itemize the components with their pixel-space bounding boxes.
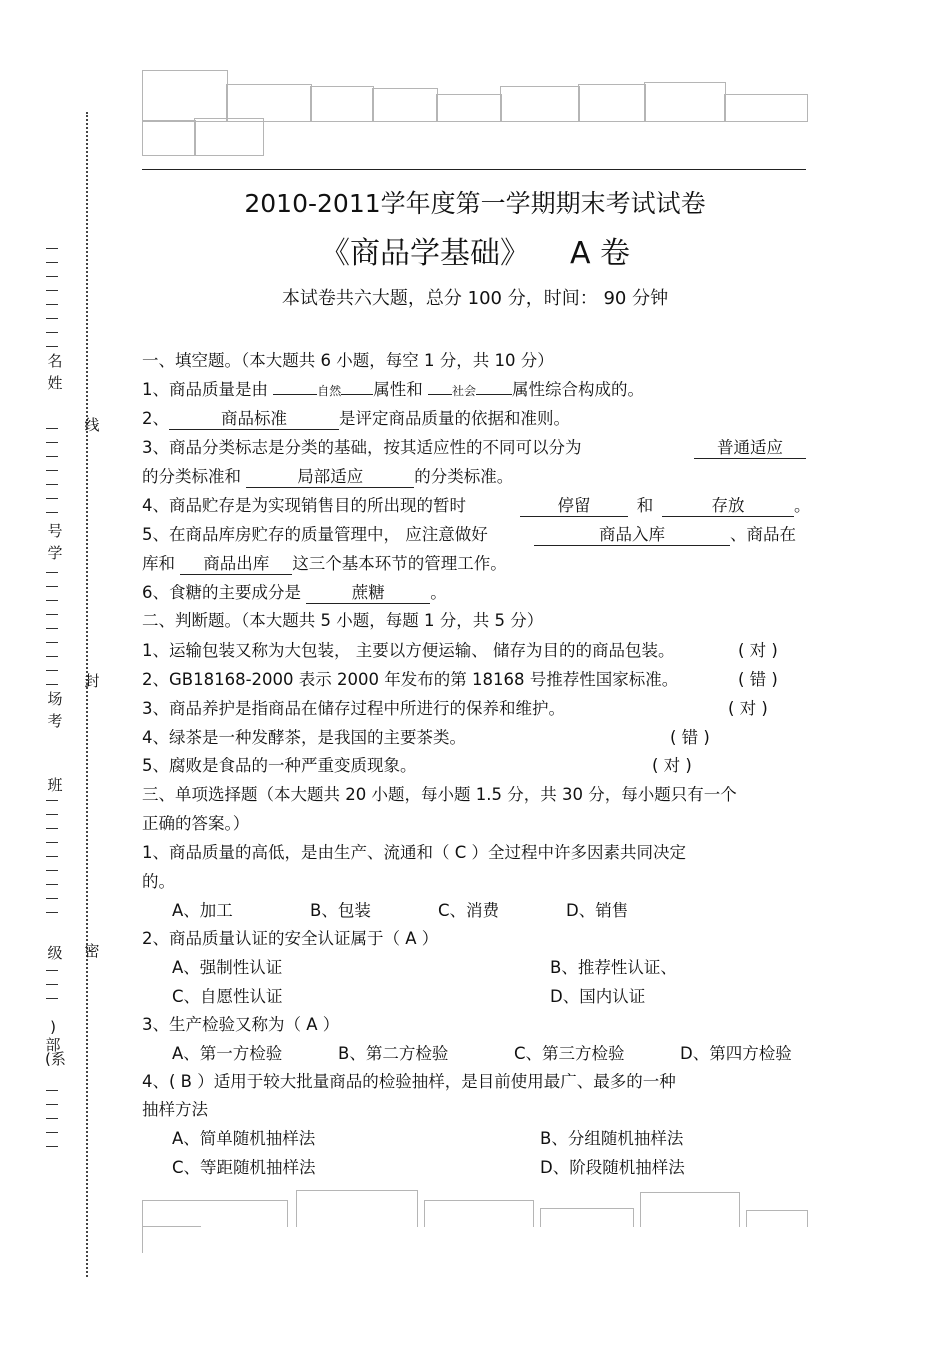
choice-q1-option-d: D、销售 xyxy=(566,901,629,920)
header-rule xyxy=(142,169,806,170)
judge-q3: 3、商品养护是指商品在储存过程中所进行的保养和维护。 xyxy=(142,699,565,718)
field-id-b: 学 xyxy=(47,544,63,562)
field-class: 班 xyxy=(47,776,63,794)
choice-q4-option-d: D、阶段随机抽样法 xyxy=(540,1158,685,1177)
section3-heading: 三、单项选择题（本大题共 20 小题，每小题 1.5 分，共 30 分，每小题只有一个 xyxy=(142,785,737,804)
answer-blank[interactable]: 普通适应 xyxy=(694,438,806,459)
fill-q4: 4、商品贮存是为实现销售目的所出现的暂时 xyxy=(142,496,466,515)
exam-title: 2010-2011学年度第一学期期末考试试卷 xyxy=(244,189,706,218)
fill-q2: 2、 商品标准 是评定商品质量的依据和准则。 xyxy=(142,409,570,428)
field-grade: 级 xyxy=(47,944,63,962)
field-dept-a: )部 xyxy=(45,1018,61,1054)
field-name-b: 姓 xyxy=(47,374,63,392)
fill-q5: 5、在商品库房贮存的质量管理中， 应注意做好 xyxy=(142,525,488,544)
choice-q1: 1、商品质量的高低，是由生产、流通和（ C ）全过程中许多因素共同决定 xyxy=(142,843,687,862)
choice-q2-option-a: A、强制性认证 xyxy=(172,958,283,977)
choice-q4-option-c: C、等距随机抽样法 xyxy=(172,1158,316,1177)
course-name: 《商品学基础》 xyxy=(319,236,530,271)
fill-q6: 6、食糖的主要成分是 蔗糖 。 xyxy=(142,583,447,602)
choice-q3-option-c: C、第三方检验 xyxy=(514,1044,625,1063)
answer-blank[interactable]: 局部适应 xyxy=(246,467,414,488)
choice-q2: 2、商品质量认证的安全认证属于（ A ） xyxy=(142,929,439,948)
choice-q4-option-a: A、简单随机抽样法 xyxy=(172,1129,316,1148)
choice-q1-option-a: A、加工 xyxy=(172,901,233,920)
judge-a2: ( 错 ) xyxy=(738,670,778,689)
seal-word-line: 线 xyxy=(84,416,100,434)
section2-heading: 二、判断题。（本大题共 5 小题，每题 1 分，共 5 分） xyxy=(142,611,544,630)
seal-word-secret: 密 xyxy=(84,942,100,960)
choice-q3: 3、生产检验又称为（ A ） xyxy=(142,1015,340,1034)
choice-q1-cont: 的。 xyxy=(142,872,175,891)
binding-dotted-line xyxy=(86,112,88,1277)
fill-q3-cont: 的分类标准和 局部适应 的分类标准。 xyxy=(142,467,514,486)
choice-q4: 4、( B ）适用于较大批量商品的检验抽样，是目前使用最广、最多的一种 xyxy=(142,1072,676,1091)
judge-a3: ( 对 ) xyxy=(728,699,768,718)
answer-blank[interactable]: 存放 xyxy=(662,496,794,517)
answer-blank[interactable]: 商品出库 xyxy=(180,554,292,575)
choice-q3-option-a: A、第一方检验 xyxy=(172,1044,283,1063)
choice-q1-option-b: B、包装 xyxy=(310,901,371,920)
judge-a4: ( 错 ) xyxy=(670,728,710,747)
judge-q1: 1、运输包装又称为大包装， 主要以方便运输、 储存为目的的商品包装。 xyxy=(142,641,675,660)
judge-q4: 4、绿茶是一种发酵茶，是我国的主要茶类。 xyxy=(142,728,466,747)
answer-blank[interactable]: 停留 xyxy=(520,496,628,517)
field-name-a: 名 xyxy=(47,352,63,370)
section3-heading-cont: 正确的答案。） xyxy=(142,814,250,833)
fill-q3-answer1 xyxy=(694,437,806,459)
fill-q4-answers: 停留 和 存放 。 xyxy=(520,495,811,517)
choice-q1-option-c: C、消费 xyxy=(438,901,500,920)
judge-a5: ( 对 ) xyxy=(652,756,692,775)
judge-q2: 2、GB18168-2000 表示 2000 年发布的第 18168 号推荐性国家标准。 xyxy=(142,670,679,689)
judge-a1: ( 对 ) xyxy=(738,641,778,660)
course-title xyxy=(0,228,950,272)
answer-blank[interactable]: 商品标准 xyxy=(169,409,339,430)
choice-q4-cont: 抽样方法 xyxy=(142,1100,208,1119)
fill-q5-answer1: 商品入库 、商品在 xyxy=(534,524,796,546)
answer-blank[interactable]: 蔗糖 xyxy=(306,583,430,604)
fill-q5-cont: 库和 商品出库 这三个基本环节的管理工作。 xyxy=(142,554,507,573)
answer-blank[interactable]: 商品入库 xyxy=(534,525,730,546)
field-id-a: 号 xyxy=(47,522,63,540)
choice-q2-option-c: C、自愿性认证 xyxy=(172,987,283,1006)
seal-word-seal: 封 xyxy=(84,672,100,690)
fill-q3: 3、商品分类标志是分类的基础，按其适应性的不同可以分为 xyxy=(142,438,582,457)
fill-q1: 1、商品质量是由 自然 属性和 社会 属性综合构成的。 xyxy=(142,380,645,399)
paper-type: A 卷 xyxy=(569,236,631,271)
choice-q3-option-d: D、第四方检验 xyxy=(680,1044,792,1063)
judge-q5: 5、腐败是食品的一种严重变质现象。 xyxy=(142,756,417,775)
choice-q4-option-b: B、分组随机抽样法 xyxy=(540,1129,684,1148)
choice-q2-option-d: D、国内认证 xyxy=(550,987,646,1006)
exam-info: 本试卷共六大题，总分 100 分，时间： 90 分钟 xyxy=(281,288,669,309)
field-room-a: 场 xyxy=(47,690,63,708)
choice-q3-option-b: B、第二方检验 xyxy=(338,1044,449,1063)
section1-heading: 一、填空题。（本大题共 6 小题，每空 1 分，共 10 分） xyxy=(142,351,554,370)
field-dept-b: (系 xyxy=(45,1050,66,1068)
choice-q2-option-b: B、推荐性认证、 xyxy=(550,958,677,977)
field-room-b: 考 xyxy=(47,712,63,730)
